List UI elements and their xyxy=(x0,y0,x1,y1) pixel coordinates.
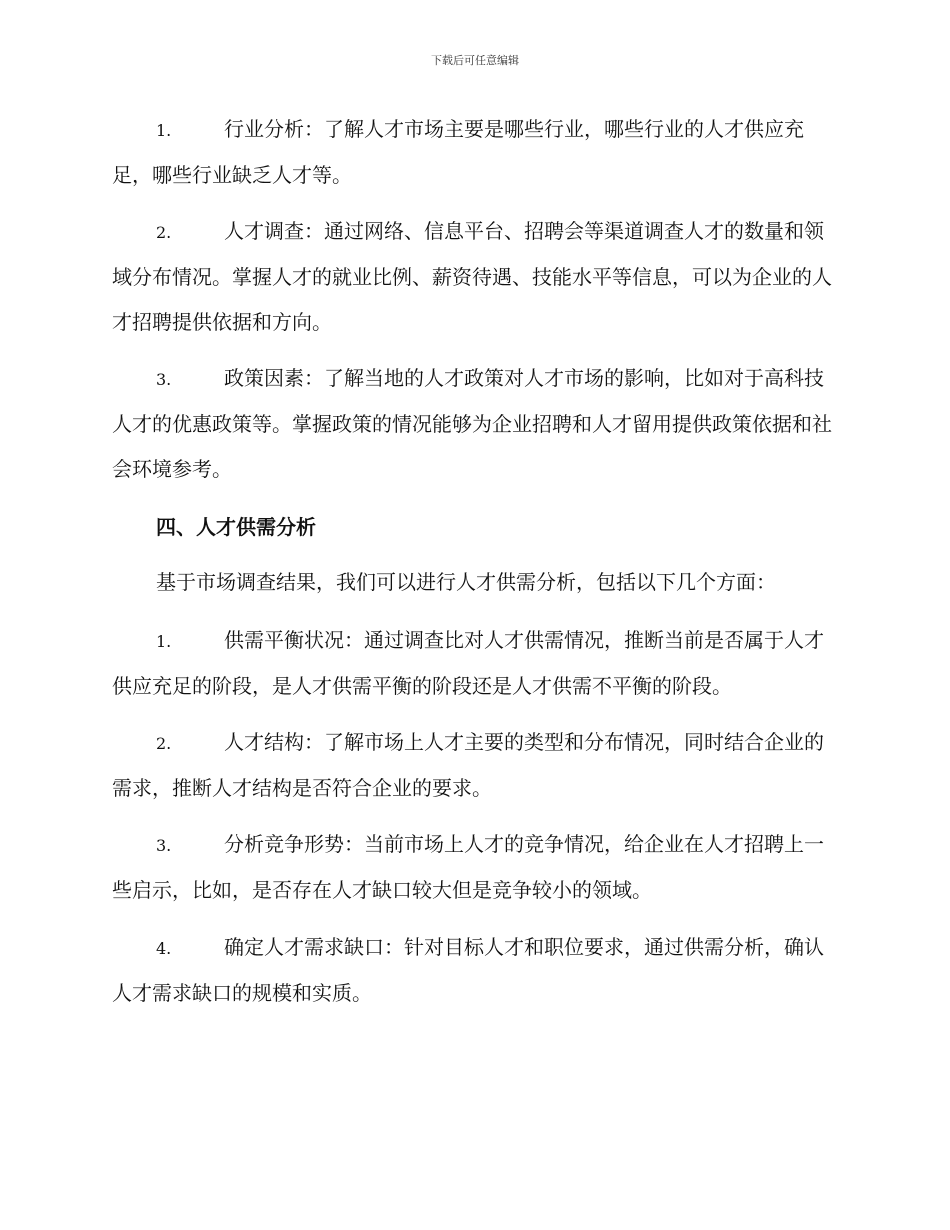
intro-paragraph: 基于市场调查结果，我们可以进行人才供需分析，包括以下几个方面： xyxy=(156,570,776,594)
list-item-text: 供需平衡状况：通过调查比对人才供需情况，推断当前是否属于人才供应充足的阶段，是人才供需平衡的阶段还是人才供需不平衡的阶段。 xyxy=(112,628,824,698)
list-item xyxy=(112,618,834,709)
list-item-number: 2. xyxy=(156,223,172,242)
list-item-text: 行业分析：了解人才市场主要是哪些行业，哪些行业的人才供应充足，哪些行业缺乏人才等。 xyxy=(112,117,804,187)
list-item xyxy=(112,925,834,1016)
list-item xyxy=(112,822,834,913)
list-item-number: 2. xyxy=(156,734,172,753)
list-item-number: 3. xyxy=(156,836,172,855)
list-item-text: 分析竞争形势：当前市场上人才的竞争情况，给企业在人才招聘上一些启示，比如，是否存在人才缺口较大但是竞争较小的领域。 xyxy=(112,832,824,902)
list-item-number: 4. xyxy=(156,939,172,958)
list-item-number: 1. xyxy=(156,632,172,651)
list-item xyxy=(112,209,834,345)
list-item-text: 人才结构：了解市场上人才主要的类型和分布情况，同时结合企业的需求，推断人才结构是否符合企业的要求。 xyxy=(112,730,824,800)
section-heading: 四、人才供需分析 xyxy=(156,515,316,539)
page-header: 下载后可任意编辑 xyxy=(431,54,519,67)
list-item-text: 政策因素：了解当地的人才政策对人才市场的影响，比如对于高科技人才的优惠政策等。掌握政策的情况能够为企业招聘和人才留用提供政策依据和社会环境参考。 xyxy=(112,366,832,481)
list-item xyxy=(112,107,834,198)
list-item-text: 确定人才需求缺口：针对目标人才和职位要求，通过供需分析，确认人才需求缺口的规模和实质。 xyxy=(112,935,824,1005)
list-item xyxy=(112,720,834,811)
list-item-number: 1. xyxy=(156,121,172,140)
list-item xyxy=(112,356,834,492)
list-item-text: 人才调查：通过网络、信息平台、招聘会等渠道调查人才的数量和领域分布情况。掌握人才的就业比例、薪资待遇、技能水平等信息，可以为企业的人才招聘提供依据和方向。 xyxy=(112,219,832,334)
list-item-number: 3. xyxy=(156,370,172,389)
